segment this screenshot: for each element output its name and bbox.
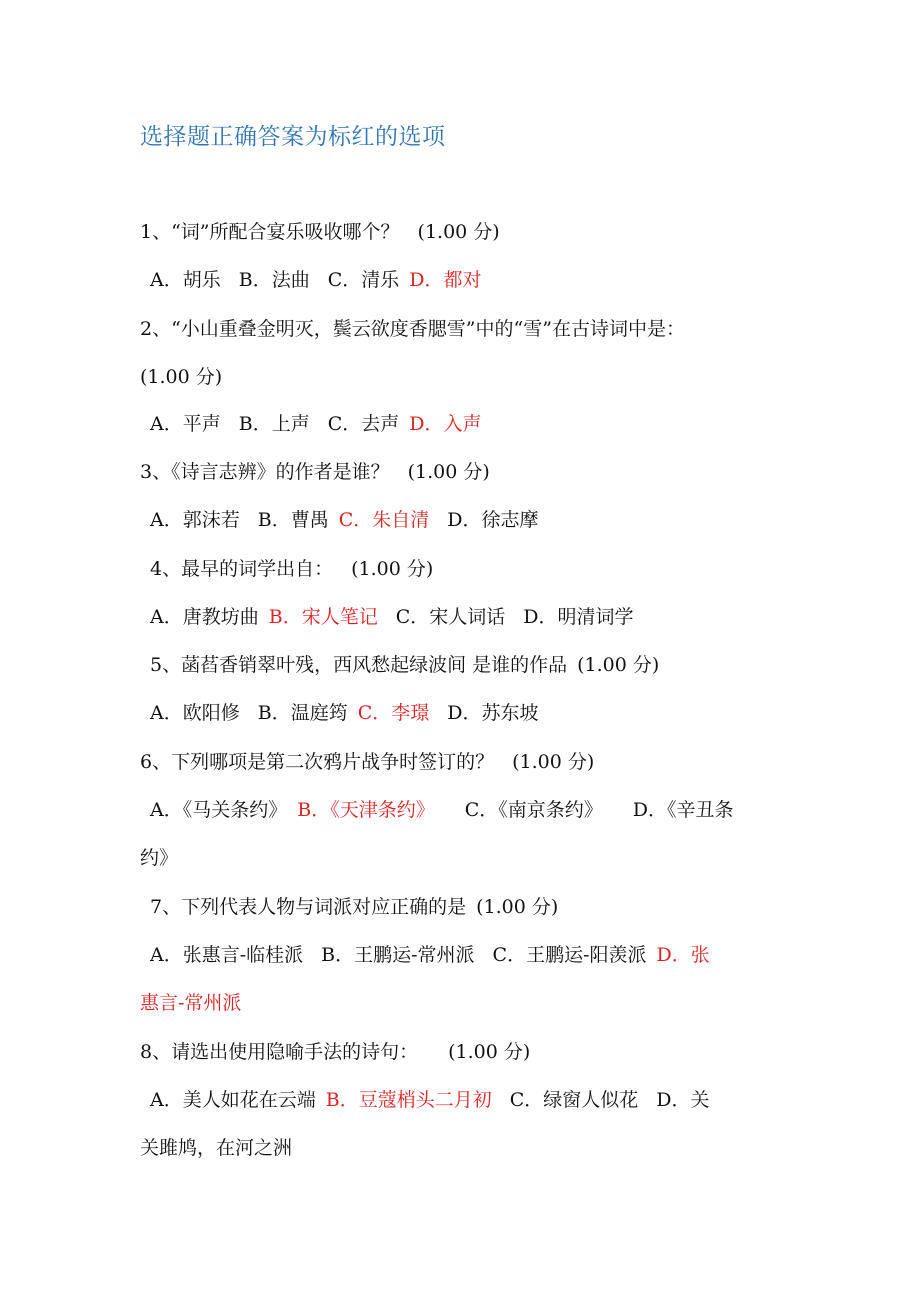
question-2-options: [150, 410, 800, 438]
option-b-correct: B．宋人笔记: [268, 606, 378, 628]
option-d: D．徐志摩: [447, 509, 539, 531]
page-title: 选择题正确答案为标红的选项: [140, 124, 446, 150]
option-b: B．温庭筠: [257, 702, 348, 724]
question-1-stem: [140, 218, 790, 246]
question-text: 8、请选出使用隐喻手法的诗句：: [140, 1041, 419, 1063]
option-d-correct: D．入声: [409, 413, 482, 435]
question-score: (1.00 分): [577, 654, 660, 676]
option-d: D．苏东坡: [447, 702, 539, 724]
question-5-options: [150, 699, 800, 727]
question-text: 2、“小山重叠金明灭，鬓云欲度香腮雪”中的“雪”在古诗词中是：: [140, 318, 685, 340]
question-score: (1.00 分): [417, 221, 500, 243]
option-b: B．曹禺: [257, 509, 329, 531]
question-score: (1.00 分): [407, 461, 490, 483]
question-3-options: [150, 506, 800, 534]
option-b-correct: B．豆蔻梢头二月初: [325, 1089, 492, 1111]
option-b: B．法曲: [238, 269, 310, 291]
question-score: (1.00 分): [140, 366, 223, 388]
question-8-options: [150, 1086, 800, 1114]
question-7-stem: [150, 893, 800, 921]
question-8-options-wrap: [140, 1134, 790, 1162]
option-a: A．欧阳修: [150, 702, 240, 724]
option-b: B．王鹏运-常州派: [321, 944, 475, 966]
option-b: B．上声: [238, 413, 310, 435]
question-6-options: [150, 796, 800, 824]
question-4-options: [150, 603, 800, 631]
question-5-stem: [150, 651, 800, 679]
option-d: D．关: [656, 1089, 710, 1111]
option-a: A．美人如花在云端: [150, 1089, 316, 1111]
option-d-continued: 关雎鸠，在河之洲: [140, 1137, 293, 1159]
question-score: (1.00 分): [476, 896, 559, 918]
question-text: 7、下列代表人物与词派对应正确的是: [150, 896, 467, 918]
option-a: A．郭沫若: [150, 509, 240, 531]
option-a: A．《马关条约》: [150, 799, 288, 821]
question-text: 1、“词”所配合宴乐吸收哪个？: [140, 221, 400, 243]
question-8-stem: [140, 1038, 790, 1066]
question-1-options: [150, 266, 800, 294]
option-d: D．明清词学: [523, 606, 634, 628]
question-7-options: [150, 941, 800, 969]
option-c: C．《南京条约》: [464, 799, 603, 821]
question-text: 6、下列哪项是第二次鸦片战争时签订的？: [140, 751, 495, 773]
option-a: A．平声: [150, 413, 221, 435]
option-c: C．清乐: [327, 269, 400, 291]
question-7-options-wrap: [140, 989, 790, 1017]
question-6-options-wrap: [140, 844, 790, 872]
option-d-correct: D．都对: [409, 269, 482, 291]
option-c-correct: C．朱自清: [338, 509, 430, 531]
option-a: A．唐教坊曲: [150, 606, 259, 628]
option-c-correct: C．李璟: [357, 702, 430, 724]
question-2-stem: [140, 315, 790, 343]
option-d-correct-continued: 惠言-常州派: [140, 992, 242, 1014]
option-a: A．胡乐: [150, 269, 221, 291]
option-c: C．宋人词话: [395, 606, 506, 628]
option-c: C．绿窗人似花: [509, 1089, 639, 1111]
option-d-correct: D．张: [656, 944, 710, 966]
question-3-stem: [140, 458, 790, 486]
question-2-score-line: [140, 363, 790, 391]
question-score: (1.00 分): [448, 1041, 531, 1063]
option-a: A．张惠言-临桂派: [150, 944, 304, 966]
question-4-stem: [150, 555, 800, 583]
question-text: 4、最早的词学出自：: [150, 558, 334, 580]
option-b-correct: B．《天津条约》: [297, 799, 435, 821]
question-6-stem: [140, 748, 790, 776]
question-score: (1.00 分): [512, 751, 595, 773]
question-text: 5、菡萏香销翠叶残，西风愁起绿波间 是谁的作品: [150, 654, 568, 676]
option-c: C．去声: [327, 413, 400, 435]
question-score: (1.00 分): [351, 558, 434, 580]
question-text: 3、《诗言志辨》的作者是谁？: [140, 461, 390, 483]
option-c: C．王鹏运-阳羡派: [492, 944, 647, 966]
option-d: D．《辛丑条: [632, 799, 734, 821]
option-d-continued: 约》: [140, 847, 179, 869]
